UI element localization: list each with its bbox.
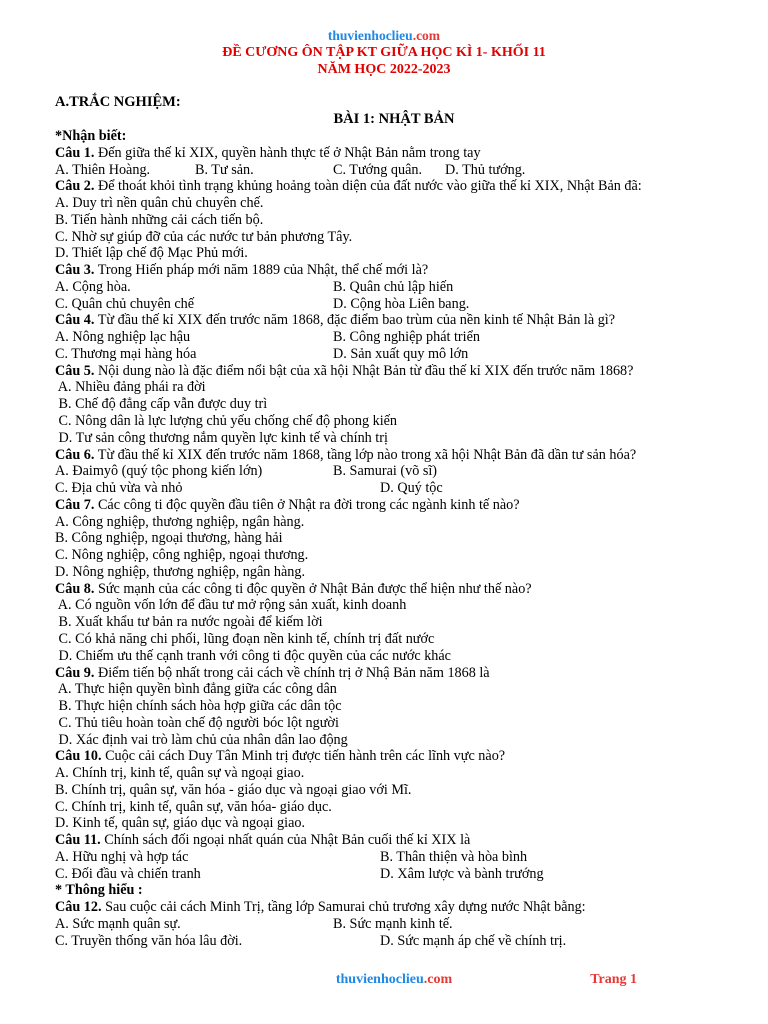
text-line [55,748,745,765]
lesson-heading: BÀI 1: NHẬT BẢN [333,111,455,127]
answer-option: B. Thân thiện và hòa bình [380,848,528,865]
text-line [55,648,745,665]
line-text: B. Tiến hành những cải cách tiến bộ. [55,211,264,228]
answer-option: D. Sức mạnh áp chế về chính trị. [380,932,567,949]
line-text: Để thoát khỏi tình trạng khủng hoảng toàn diện của đất nước vào giữa thế kỉ XIX, Nhật Bản đã: [94,178,642,195]
question-label: Câu 9. [55,664,95,681]
text-line [55,614,745,631]
answer-option: D. Sản xuất quy mô lớn [333,345,469,362]
section-heading: A.TRẮC NGHIỆM: [55,94,181,110]
site-domain: .com [412,28,441,43]
line-text: A. Công nghiệp, thương nghiệp, ngân hàng. [55,513,305,530]
text-line [55,279,745,296]
text-line [55,363,745,380]
text-line [55,866,745,883]
line-text: Từ đầu thế kỉ XIX đến trước năm 1868, tầng lớp nào trong xã hội Nhật Bản đã dần tư sản hóa? [94,446,637,463]
text-line [55,145,745,162]
line-text: B. Chính trị, quân sự, văn hóa - giáo dục và ngoại giao với Mĩ. [55,781,412,798]
text-line [55,480,745,497]
question-label: Câu 4. [55,312,95,329]
text-line [55,698,745,715]
text-line [55,581,745,598]
text-line [55,195,745,212]
question-label: Câu 10. [55,748,102,765]
answer-option: B. Tư sản. [195,161,254,178]
line-text: Trong Hiến pháp mới năm 1889 của Nhật, thể chế mới là? [94,262,429,279]
text-line [55,296,745,313]
answer-option: A. Nông nghiệp lạc hậu [55,329,191,346]
text-line [55,178,745,195]
text-line [55,463,745,480]
line-text: Đến giữa thế kỉ XIX, quyền hành thực tế ở Nhật Bản nằm trong tay [94,144,481,161]
text-line [55,832,745,849]
text-line [55,212,745,229]
footer-site-name: thuvienhoclieu [335,972,424,987]
question-label: Câu 8. [55,580,95,597]
text-line [55,547,745,564]
line-text: Cuộc cải cách Duy Tân Minh trị được tiến hành trên các lĩnh vực nào? [101,748,506,765]
answer-option: A. Cộng hòa. [55,278,131,295]
answer-option: D. Thủ tướng. [445,161,526,178]
text-line [55,245,745,262]
text-line [55,229,745,246]
text-line [55,497,745,514]
school-year: NĂM HỌC 2022-2023 [317,62,451,77]
line-text: Các công ti độc quyền đầu tiên ở Nhật ra đời trong các ngành kinh tế nào? [94,496,520,513]
answer-option: C. Quân chủ chuyên chế [55,295,195,312]
text-line [55,765,745,782]
text-line [55,782,745,799]
text-line [55,379,745,396]
line-text: D. Xác định vai trò làm chủ của nhân dân lao động [55,731,348,748]
answer-option: A. Thiên Hoàng. [55,161,151,178]
answer-option: B. Công nghiệp phát triển [333,329,480,346]
question-label: Câu 6. [55,446,95,463]
answer-option: C. Thương mại hàng hóa [55,345,197,362]
line-text: D. Chiếm ưu thế cạnh tranh với công ti độc quyền của các nước khác [55,647,451,664]
question-label: Câu 7. [55,496,95,513]
answer-option: A. Đaimyô (quý tộc phong kiến lớn) [55,463,263,480]
question-label: Câu 12. [55,899,102,916]
answer-option: C. Truyền thống văn hóa lâu đời. [55,932,243,949]
answer-option: B. Quân chủ lập hiến [333,278,454,295]
answer-option: B. Sức mạnh kinh tế. [333,915,453,932]
line-text: D. Kinh tế, quân sự, giáo dục và ngoại giao. [55,815,306,832]
text-line [55,396,745,413]
text-line [55,799,745,816]
page-number: Trang 1 [590,972,637,987]
text-line [55,262,745,279]
question-label: Câu 5. [55,362,95,379]
text-line [55,899,745,916]
text-line [55,162,745,179]
text-line [55,128,745,145]
line-text: A. Có nguồn vốn lớn để đầu tư mở rộng sản xuất, kinh doanh [55,597,407,614]
line-text: C. Nhờ sự giúp đỡ của các nước tư bản phương Tây. [55,228,353,245]
line-text: C. Nông dân là lực lượng chủ yếu chống chế độ phong kiến [55,413,398,430]
line-text: A. Nhiều đảng phái ra đời [55,379,206,396]
line-text: Từ đầu thế kỉ XIX đến trước năm 1868, đặc điểm bao trùm của nền kinh tế Nhật Bản là gì? [94,312,616,329]
text-line [55,681,745,698]
text-line [55,312,745,329]
site-header [0,27,768,44]
line-text: B. Xuất khẩu tư bản ra nước ngoài để kiếm lời [55,614,323,631]
text-line [55,597,745,614]
text-line [55,665,745,682]
answer-option: A. Sức mạnh quân sự. [55,915,181,932]
line-text: C. Thủ tiêu hoàn toàn chế độ người bóc lột người [55,714,339,731]
question-label: Câu 3. [55,262,95,279]
document-title: ĐỀ CƯƠNG ÔN TẬP KT GIỮA HỌC KÌ 1- KHỐI 11 [222,45,546,60]
line-text: Chính sách đối ngoại nhất quán của Nhật Bản cuối thế kỉ XIX là [100,832,471,849]
footer-site-domain: .com [423,972,453,987]
question-label: *Nhận biết: [55,128,127,144]
text-line [55,514,745,531]
answer-option: A. Hữu nghị và hợp tác [55,848,189,865]
line-text: B. Chế độ đẳng cấp vẫn được duy trì [55,396,268,413]
answer-option: D. Xâm lược và bành trướng [380,865,544,882]
line-text: Điểm tiến bộ nhất trong cải cách về chính trị ở Nhậ Bản năm 1868 là [94,664,490,681]
site-name: thuvienhoclieu [327,28,413,43]
answer-option: C. Tướng quân. [333,161,423,178]
answer-option: C. Đối đầu và chiến tranh [55,865,201,882]
line-text: A. Thực hiện quyền bình đẳng giữa các công dân [55,681,337,698]
text-line [55,916,745,933]
question-label: Câu 11. [55,832,101,849]
answer-option: C. Địa chủ vừa và nhỏ [55,480,183,497]
line-text: D. Nông nghiệp, thương nghiệp, ngân hàng. [55,563,306,580]
text-line [55,933,745,950]
text-line [55,849,745,866]
footer-site [0,972,768,988]
line-text: Nội dung nào là đặc điểm nổi bật của xã hội Nhật Bản từ đầu thế kỉ XIX đến trước năm 1868? [94,362,634,379]
line-text: B. Thực hiện chính sách hòa hợp giữa các dân tộc [55,698,342,715]
line-text: C. Chính trị, kinh tế, quân sự, văn hóa- giáo dục. [55,798,332,815]
text-line [55,564,745,581]
text-line [55,815,745,832]
text-line [55,413,745,430]
question-label: * Thông hiểu : [55,882,143,899]
line-text: A. Duy trì nền quân chủ chuyên chế. [55,195,264,212]
answer-option: D. Cộng hòa Liên bang. [333,295,470,312]
line-text: C. Nông nghiệp, công nghiệp, ngoại thương. [55,547,309,564]
question-label: Câu 1. [55,144,95,161]
line-text: B. Công nghiệp, ngoại thương, hàng hải [55,530,283,547]
answer-option: D. Quý tộc [380,480,443,497]
text-line [55,346,745,363]
answer-option: B. Samurai (võ sĩ) [333,463,438,480]
line-text: D. Tư sản công thương nắm quyền lực kinh tế và chính trị [55,429,388,446]
text-line [55,715,745,732]
text-line [55,530,745,547]
text-line [55,430,745,447]
line-text: A. Chính trị, kinh tế, quân sự và ngoại giao. [55,765,305,782]
question-label: Câu 2. [55,178,95,195]
question-list [55,128,745,950]
text-line [55,882,745,899]
line-text: Sức mạnh của các công ti độc quyền ở Nhật Bản được thể hiện như thế nào? [94,580,532,597]
text-line [55,329,745,346]
text-line [55,447,745,464]
line-text: C. Có khả năng chi phối, lũng đoạn nền kinh tế, chính trị đất nước [55,630,435,647]
line-text: D. Thiết lập chế độ Mạc Phủ mới. [55,245,248,262]
text-line [55,631,745,648]
text-line [55,732,745,749]
line-text: Sau cuộc cải cách Minh Trị, tầng lớp Samurai chủ trương xây dựng nước Nhật bằng: [101,899,586,916]
